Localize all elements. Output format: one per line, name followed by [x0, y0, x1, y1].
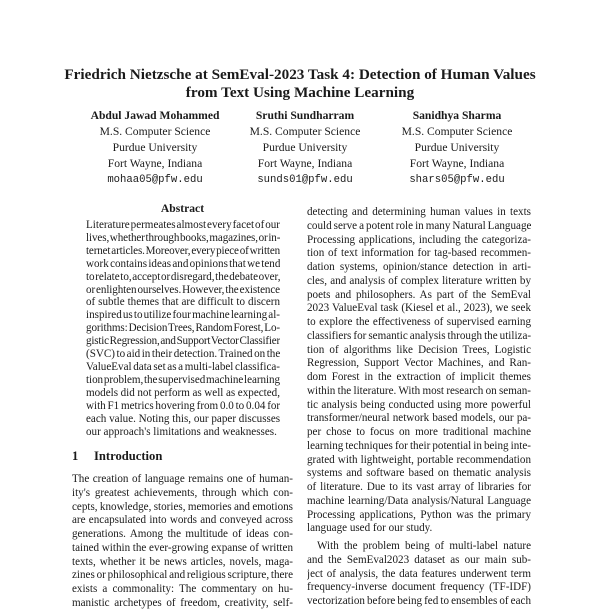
- text-line: (SVC) to aid in their detection. Trained on the: [86, 348, 280, 361]
- text-line: work contains ideas and opinions that we tend: [86, 257, 280, 270]
- text-line: exists a commonality: The commentary on hu-: [72, 583, 293, 595]
- text-line: within the literature. With most research on seman-: [307, 384, 531, 397]
- text-line: tion of algorithms like Decision Trees, Logistic: [307, 343, 531, 356]
- author-location: Fort Wayne, Indiana: [409, 157, 505, 170]
- section-title: Introduction: [94, 449, 163, 463]
- text-line: lives, whether through books, magazines, or in-: [86, 231, 280, 244]
- text-line: inspired us to utilize four machine learning al-: [86, 309, 280, 322]
- text-line: gorithms: Decision Trees, Random Forest, Lo-: [86, 322, 280, 335]
- text-line: language used for our study.: [307, 522, 433, 535]
- text-line: dom Forest in the extraction of implicit themes: [307, 371, 531, 383]
- text-line: generations. Among the multitude of ideas con-: [72, 528, 293, 540]
- text-line: tion of text information for tag-based recommen-: [307, 247, 531, 260]
- text-line: our approach's limitations and weaknesses.: [86, 425, 277, 438]
- text-line: manistic archetypes of freedom, creativity, self-: [72, 596, 293, 609]
- text-line: 2023 ValueEval task (Kiesel et al., 2023), we seek: [307, 302, 531, 315]
- text-line: learning techniques for their potential in being inte-: [307, 439, 531, 452]
- author-dept: M.S. Computer Science: [401, 125, 513, 138]
- author-block: [70, 108, 240, 188]
- text-line: or enlighten ourselves. However, the existence: [86, 283, 280, 296]
- abstract-heading: Abstract: [160, 202, 205, 215]
- text-line: per chose to focus on more traditional machine: [307, 426, 531, 438]
- text-line: gistic Regression, and Support Vector Classifier: [86, 335, 280, 348]
- text-line: systems and software based on thematic analysis: [307, 467, 531, 480]
- text-line: transformer/neural network based models, our pa-: [307, 412, 531, 425]
- text-line: to explore the effectiveness of supervised earning: [307, 316, 531, 328]
- text-line: Processing applications, including the categoriza-: [307, 233, 531, 246]
- author-univ: Purdue University: [112, 141, 198, 154]
- text-line: grated with lightweight, portable recommendation: [307, 453, 531, 466]
- text-line: With the problem being of multi-label nature: [317, 540, 531, 552]
- author-univ: Purdue University: [414, 141, 500, 154]
- text-line: dation systems, opinion/stance detection in arti-: [307, 261, 531, 273]
- title-line: from Text Using Machine Learning: [185, 84, 415, 101]
- author-email[interactable]: mohaa05@pfw.edu: [107, 174, 203, 186]
- author-email[interactable]: shars05@pfw.edu: [409, 174, 505, 186]
- text-line: poets and philosophers. As part of the SemEval: [307, 288, 531, 301]
- text-line: models did not perform as well as expected,: [86, 386, 280, 399]
- text-line: Processing applications, Python was the primary: [307, 508, 531, 521]
- text-line: Literature permeates almost every facet of our: [86, 219, 280, 231]
- author-block: [372, 108, 542, 188]
- author-email[interactable]: sunds01@pfw.edu: [257, 174, 353, 186]
- text-line: tained within the ever-growing expanse of written: [72, 541, 293, 554]
- author-name: Abdul Jawad Mohammed: [90, 109, 220, 122]
- text-line: are encapsulated into words and conveyed across: [72, 514, 293, 527]
- title-line: Friedrich Nietzsche at SemEval-2023 Task 4: Detection of Human Values: [64, 66, 536, 83]
- text-line: to relate to, accept or disregard, the debate over,: [86, 270, 280, 283]
- text-line: could serve a potent role in many Natural Language: [307, 219, 531, 232]
- text-line: tion problem, the supervised machine learning: [86, 373, 280, 386]
- text-line: ternet articles. Moreover, every piece of written: [86, 244, 280, 257]
- author-dept: M.S. Computer Science: [249, 125, 361, 138]
- text-line: frequency-inverse document frequency (TF-IDF): [307, 581, 531, 594]
- text-line: detecting and determining human values in texts: [307, 206, 531, 218]
- text-line: tic analysis being conducted using more powerful: [307, 398, 531, 411]
- text-line: cepts, knowledge, stories, memories and emotions: [72, 500, 293, 513]
- text-line: of literature. Due to its vast array of libraries for: [307, 481, 531, 493]
- text-line: ject of analysis, the data features underwent term: [307, 567, 531, 580]
- text-line: ValueEval data set as a multi-label classifica-: [86, 360, 280, 373]
- author-dept: M.S. Computer Science: [99, 125, 211, 138]
- right-column-body: [307, 206, 531, 609]
- introduction-body: [72, 473, 293, 611]
- text-line: vectorization before being fed to ensembles of each: [307, 595, 531, 607]
- text-line: texts, whether it be news articles, novels, maga-: [72, 555, 293, 568]
- text-line: Regression, Support Vector Machines, and Ran-: [307, 357, 531, 370]
- author-location: Fort Wayne, Indiana: [257, 157, 353, 170]
- author-location: Fort Wayne, Indiana: [107, 157, 203, 170]
- text-line: machine learning/Data analysis/Natural Language: [307, 494, 531, 507]
- text-line: with F1 metrics hovering from 0.0 to 0.04 for: [86, 399, 280, 412]
- text-line: cles, and analysis of complex literature written by: [307, 274, 531, 287]
- text-line: each value. Noting this, our paper discusses: [86, 412, 280, 425]
- section-heading-introduction: [72, 449, 162, 464]
- text-line: and the SemEval2023 dataset as our main sub-: [307, 553, 531, 566]
- paper-title: [0, 66, 600, 102]
- text-line: classifiers for semantic analysis through the utiliza-: [307, 329, 531, 342]
- author-univ: Purdue University: [262, 141, 348, 154]
- section-number: 1: [72, 449, 79, 463]
- text-line: zines or philosophical and religious scripture, there: [72, 569, 293, 582]
- author-block: [220, 108, 390, 188]
- abstract-body: [86, 219, 280, 438]
- author-name: Sanidhya Sharma: [412, 109, 502, 122]
- text-line: ity's greatest achievements, through which con-: [72, 486, 293, 499]
- text-line: The creation of language remains one of human-: [72, 473, 293, 485]
- text-line: of subtle themes that are difficult to discern: [86, 296, 280, 309]
- author-name: Sruthi Sundharram: [255, 109, 355, 122]
